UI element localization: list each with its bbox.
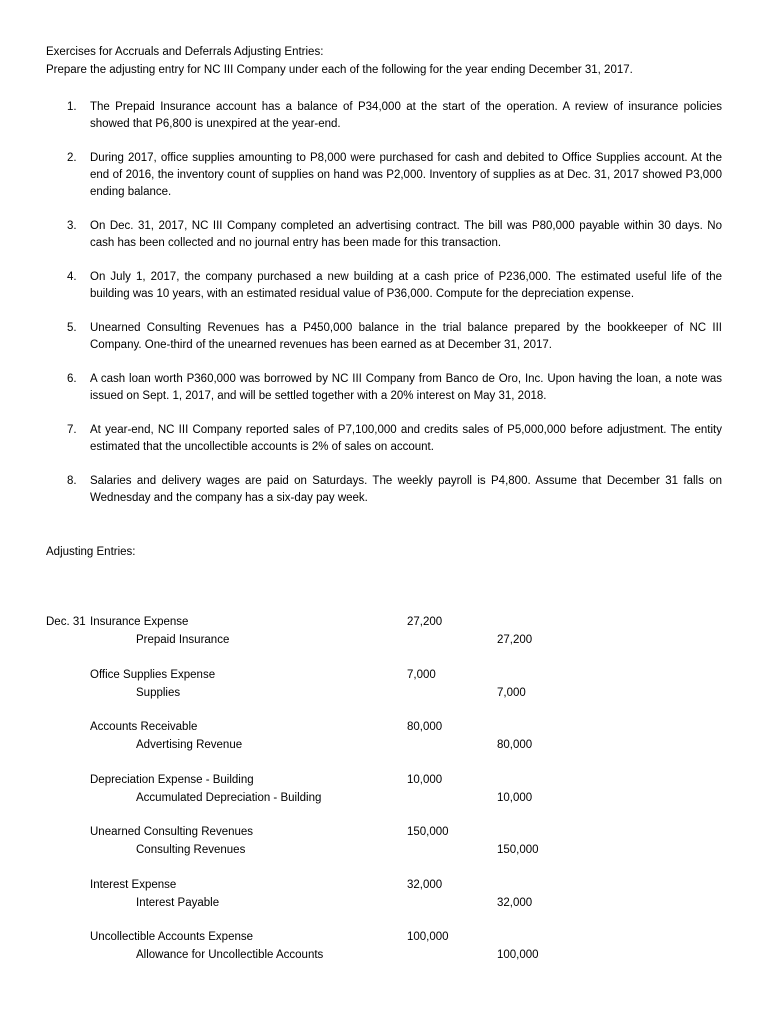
debit-account: Unearned Consulting Revenues	[90, 826, 254, 838]
exercise-number: 1.	[67, 101, 77, 113]
exercise-text: The Prepaid Insurance account has a balance of P34,000 at the start of the operation. A review of insurance policies showed that P6,800 is unexpired at the year-end.	[90, 101, 722, 130]
debit-account: Uncollectible Accounts Expense	[90, 931, 254, 943]
credit-amount: 80,000	[497, 739, 533, 751]
journal-entry	[46, 929, 722, 964]
exercise-number: 5.	[67, 322, 77, 334]
debit-amount: 7,000	[407, 668, 436, 681]
exercise-item	[46, 150, 722, 201]
credit-account: Accumulated Depreciation - Building	[136, 791, 322, 804]
exercise-number: 8.	[67, 475, 77, 487]
exercise-item	[46, 99, 722, 133]
exercise-text: On Dec. 31, 2017, NC III Company completed an advertising contract. The bill was P80,000 payable within 30 days. No cash has been collected and no journal entry has been made for this transaction.	[90, 220, 722, 249]
credit-amount: 7,000	[497, 686, 526, 699]
credit-account: Supplies	[136, 686, 181, 699]
exercise-title: Exercises for Accruals and Deferrals Adjusting Entries:	[46, 46, 324, 58]
debit-account: Insurance Expense	[90, 616, 189, 628]
exercise-text: A cash loan worth P360,000 was borrowed by NC III Company from Banco de Oro, Inc. Upon having the loan, a note was issued on Sept. 1, 2017, and will be settled together with a 20% interest on May 31, 2018.	[90, 373, 722, 402]
credit-account: Consulting Revenues	[136, 844, 246, 856]
exercise-text: Unearned Consulting Revenues has a P450,000 balance in the trial balance prepared by the bookkeeper of NC III Company. One-third of the unearned revenues has been earned as at December 31, 2017.	[90, 322, 722, 351]
credit-account: Interest Payable	[136, 896, 220, 909]
exercise-list	[46, 99, 722, 524]
journal-entry	[46, 877, 722, 912]
exercise-item	[46, 320, 722, 354]
journal-entry	[46, 719, 722, 754]
debit-amount: 27,200	[407, 616, 443, 628]
exercise-item	[46, 218, 722, 252]
exercise-number: 7.	[67, 424, 77, 436]
credit-amount: 32,000	[497, 896, 533, 909]
journal-entries	[46, 614, 722, 982]
credit-account: Prepaid Insurance	[136, 634, 230, 646]
credit-account: Allowance for Uncollectible Accounts	[136, 949, 324, 961]
debit-account: Office Supplies Expense	[90, 668, 216, 681]
debit-amount: 150,000	[407, 826, 449, 838]
debit-account: Accounts Receivable	[90, 721, 198, 733]
exercise-number: 2.	[67, 152, 77, 164]
debit-amount: 10,000	[407, 773, 443, 786]
exercise-item	[46, 371, 722, 405]
journal-entry	[46, 614, 722, 649]
exercise-number: 3.	[67, 220, 77, 232]
journal-entry	[46, 824, 722, 859]
exercise-text: Salaries and delivery wages are paid on Saturdays. The weekly payroll is P4,800. Assume that December 31 falls on Wednesday and the company has a six-day pay week.	[90, 475, 722, 504]
debit-amount: 32,000	[407, 878, 443, 891]
entry-date: Dec. 31	[46, 616, 86, 628]
exercise-item	[46, 422, 722, 456]
credit-amount: 27,200	[497, 634, 533, 646]
credit-amount: 10,000	[497, 791, 533, 804]
debit-account: Interest Expense	[90, 878, 177, 891]
exercise-number: 6.	[67, 373, 77, 385]
exercise-item	[46, 473, 722, 507]
credit-account: Advertising Revenue	[136, 739, 243, 751]
debit-amount: 100,000	[407, 931, 449, 943]
instruction-line: Prepare the adjusting entry for NC III Company under each of the following for the year ending December 31, 2017.	[46, 64, 633, 76]
credit-amount: 100,000	[497, 949, 539, 961]
exercise-text: On July 1, 2017, the company purchased a new building at a cash price of P236,000. The estimated useful life of the building was 10 years, with an estimated residual value of P36,000. Compute for the depreciation expense.	[90, 271, 722, 300]
debit-account: Depreciation Expense - Building	[90, 773, 254, 786]
exercise-text: At year-end, NC III Company reported sales of P7,100,000 and credits sales of P5,000,000 before adjustment. The entity estimated that the uncollectible accounts is 2% of sales on account.	[90, 424, 722, 453]
journal-entry	[46, 772, 722, 807]
exercise-item	[46, 269, 722, 303]
debit-amount: 80,000	[407, 721, 443, 733]
journal-entry	[46, 667, 722, 702]
adjusting-entries-heading: Adjusting Entries:	[46, 546, 136, 558]
credit-amount: 150,000	[497, 844, 539, 856]
exercise-number: 4.	[67, 271, 77, 283]
exercise-text: During 2017, office supplies amounting to P8,000 were purchased for cash and debited to Office Supplies account. At the end of 2016, the inventory count of supplies on hand was P2,000. Inventory of supplies as at Dec. 31, 2017 showed P3,000 ending balance.	[90, 152, 722, 198]
